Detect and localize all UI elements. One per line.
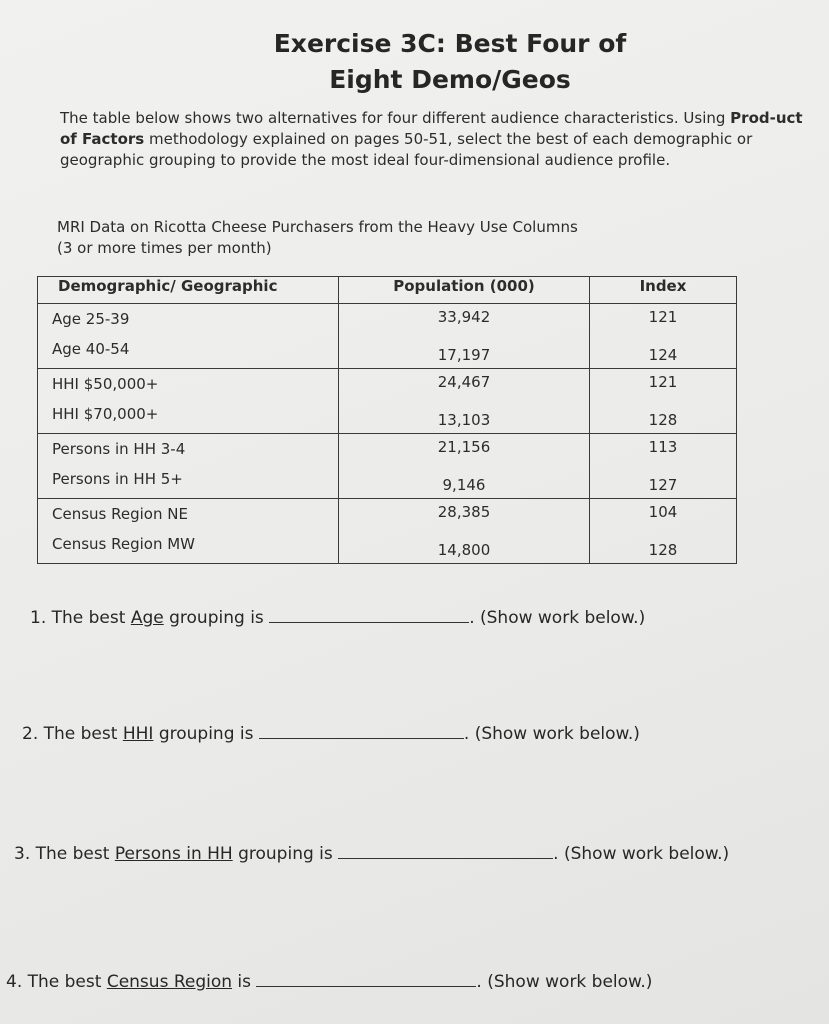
intro-text-2: methodology explained on pages 50-51, select the best of each demographic or geographic grouping to provide the most ideal four-dimensional audience profile. — [60, 130, 753, 169]
category-cell: Persons in HH 3-4 — [52, 440, 186, 458]
population-cell: 14,800 — [437, 541, 491, 559]
question-term: Age — [130, 608, 164, 628]
table-row — [38, 434, 737, 499]
question-2: 2. The best HHI grouping is . (Show work below.) — [22, 724, 640, 744]
answer-blank-3[interactable] — [338, 857, 553, 859]
answer-blank-4[interactable] — [256, 985, 476, 987]
table-header-row — [38, 277, 737, 304]
population-cell: 21,156 — [437, 438, 491, 456]
question-term: HHI — [122, 724, 154, 744]
index-cell: 121 — [648, 308, 678, 326]
population-cell: 28,385 — [437, 503, 491, 521]
intro-paragraph — [60, 108, 820, 171]
header-demographic: Demographic/ Geographic — [38, 277, 339, 304]
category-cell: Age 25-39 — [52, 310, 130, 328]
category-cell: Census Region NE — [52, 505, 188, 523]
category-cell: Census Region MW — [52, 535, 196, 553]
index-cell: 127 — [648, 476, 678, 494]
population-cell: 13,103 — [437, 411, 491, 429]
title-line-1: Exercise 3C: Best Four of — [273, 29, 627, 58]
answer-blank-2[interactable] — [259, 737, 464, 739]
title-line-2: Eight Demo/Geos — [329, 65, 571, 94]
intro-bold-term: Prod-uct of Factors — [60, 109, 803, 148]
question-3: 3. The best Persons in HH grouping is . (Show work below.) — [14, 844, 730, 864]
category-cell: HHI $70,000+ — [52, 405, 159, 423]
table-caption-line-2: (3 or more times per month) — [57, 239, 272, 257]
population-cell: 33,942 — [437, 308, 491, 326]
category-cell: HHI $50,000+ — [52, 375, 159, 393]
question-1: 1. The best Age grouping is . (Show work below.) — [30, 608, 646, 628]
population-cell: 9,146 — [442, 476, 486, 494]
index-cell: 113 — [648, 438, 678, 456]
question-term: Persons in HH — [114, 844, 233, 864]
header-population: Population (000) — [339, 277, 590, 304]
index-cell: 121 — [648, 373, 678, 391]
table-caption-line-1: MRI Data on Ricotta Cheese Purchasers from the Heavy Use Columns — [57, 218, 578, 236]
category-cell: Persons in HH 5+ — [52, 470, 183, 488]
table-row — [38, 499, 737, 564]
table-caption — [57, 217, 657, 259]
population-cell: 17,197 — [437, 346, 491, 364]
index-cell: 104 — [648, 503, 678, 521]
question-4: 4. The best Census Region is . (Show work below.) — [6, 972, 653, 992]
table-row — [38, 304, 737, 369]
index-cell: 124 — [648, 346, 678, 364]
question-term: Census Region — [106, 972, 233, 992]
header-index: Index — [590, 277, 737, 304]
intro-text-1: The table below shows two alternatives for four different audience characteristics. Using — [60, 109, 731, 127]
mri-data-table — [37, 276, 737, 564]
category-cell: Age 40-54 — [52, 340, 130, 358]
index-cell: 128 — [648, 411, 678, 429]
index-cell: 128 — [648, 541, 678, 559]
page-title — [240, 26, 660, 98]
table-row — [38, 369, 737, 434]
population-cell: 24,467 — [437, 373, 491, 391]
answer-blank-1[interactable] — [269, 621, 469, 623]
